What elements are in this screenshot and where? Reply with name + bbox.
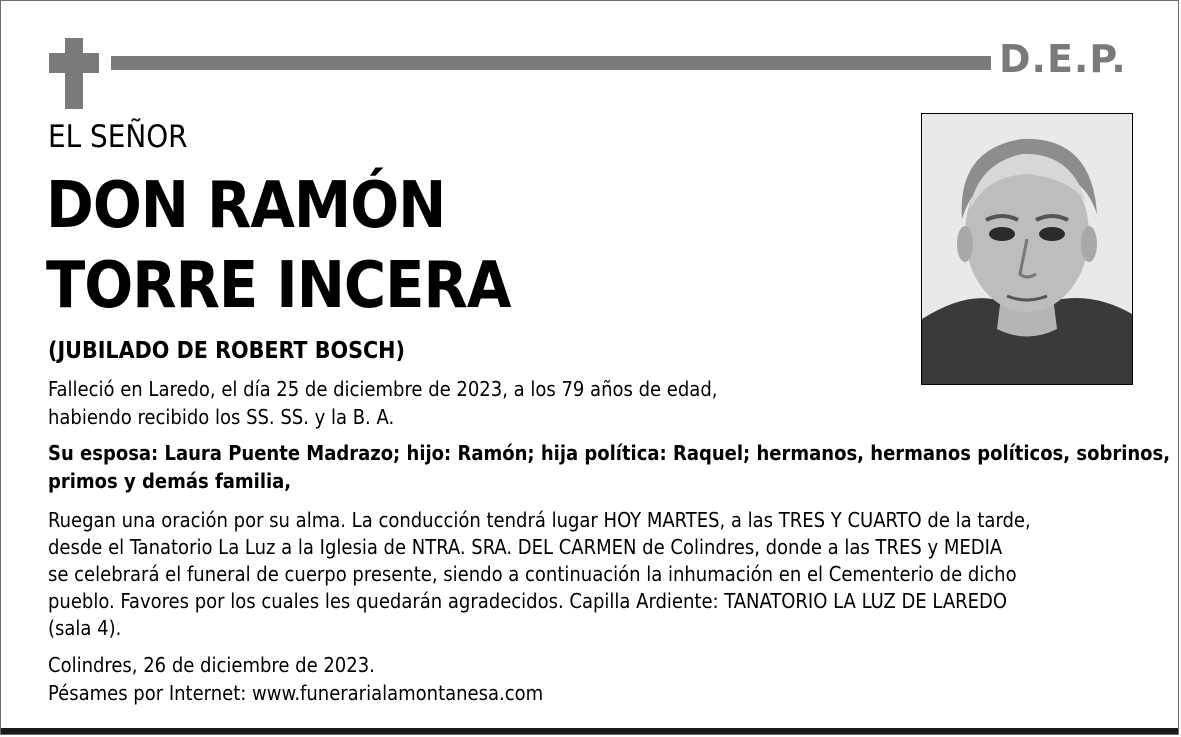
deceased-title: EL SEÑOR bbox=[48, 119, 188, 155]
deceased-name-line2: TORRE INCERA bbox=[46, 249, 511, 323]
deceased-occupation: (JUBILADO DE ROBERT BOSCH) bbox=[48, 338, 405, 364]
funeral-line2: desde el Tanatorio La Luz a la Iglesia de NTRA. SRA. DEL CARMEN de Colindres, donde a las TRES y MEDIA bbox=[48, 535, 1003, 559]
deceased-name-line1: DON RAMÓN bbox=[46, 169, 446, 243]
header-rule bbox=[111, 56, 991, 70]
dep-label: D.E.P. bbox=[999, 37, 1127, 81]
funeral-line3: se celebrará el funeral de cuerpo presente, siendo a continuación la inhumación en el Cementerio de dicho bbox=[48, 562, 1017, 586]
funeral-line5: (sala 4). bbox=[48, 616, 122, 640]
family-line2: primos y demás familia, bbox=[48, 469, 292, 493]
bottom-border bbox=[1, 728, 1178, 734]
death-info-line2: habiendo recibido los SS. SS. y la B. A. bbox=[48, 405, 395, 429]
death-info-line1: Falleció en Laredo, el día 25 de diciembre de 2023, a los 79 años de edad, bbox=[48, 377, 718, 401]
portrait-photo bbox=[921, 113, 1133, 385]
funeral-line1: Ruegan una oración por su alma. La conducción tendrá lugar HOY MARTES, a las TRES Y CUARTO de la tarde, bbox=[48, 508, 1031, 532]
funeral-line4: pueblo. Favores por los cuales les quedarán agradecidos. Capilla Ardiente: TANATORIO LA LUZ DE LAREDO bbox=[48, 589, 1008, 613]
family-line1: Su esposa: Laura Puente Madrazo; hijo: Ramón; hija política: Raquel; hermanos, hermanos políticos, sobrinos, bbox=[48, 441, 1171, 465]
condolences-link-text: Pésames por Internet: www.funerarialamontanesa.com bbox=[48, 681, 544, 705]
place-date: Colindres, 26 de diciembre de 2023. bbox=[48, 653, 375, 677]
